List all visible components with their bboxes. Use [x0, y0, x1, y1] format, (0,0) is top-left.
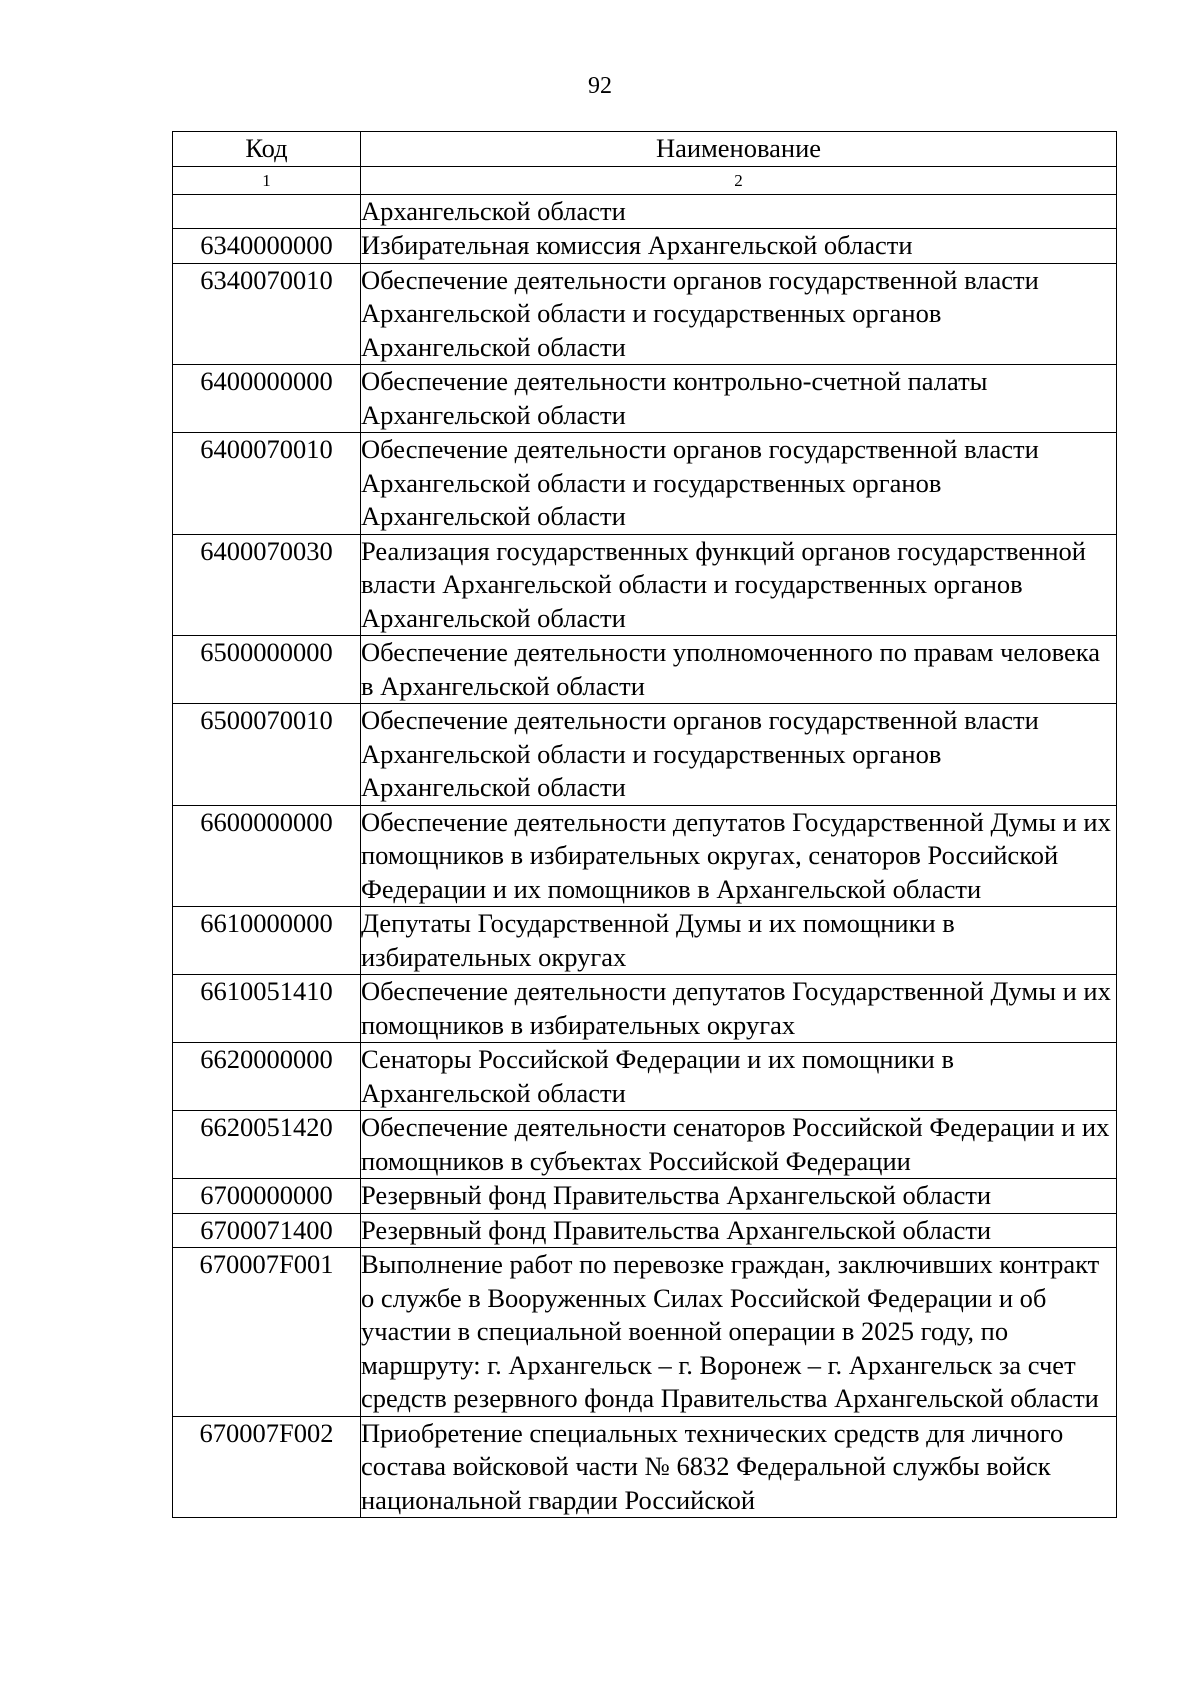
row-code: 670007F002	[173, 1416, 361, 1518]
table-row	[173, 194, 1117, 229]
header-name: Наименование	[361, 132, 1117, 167]
row-name: Реализация государственных функций органов государственной власти Архангельской области и государственных органов Архангельской области	[361, 534, 1117, 636]
row-name: Резервный фонд Правительства Архангельской области	[361, 1179, 1117, 1214]
row-name: Обеспечение деятельности контрольно-счетной палаты Архангельской области	[361, 365, 1117, 433]
row-name: Депутаты Государственной Думы и их помощники в избирательных округах	[361, 907, 1117, 975]
column-number-name: 2	[361, 166, 1117, 194]
row-code: 6400070030	[173, 534, 361, 636]
row-code: 6620051420	[173, 1111, 361, 1179]
row-code: 6500070010	[173, 704, 361, 806]
table-row	[173, 263, 1117, 365]
row-name: Обеспечение деятельности уполномоченного по правам человека в Архангельской области	[361, 636, 1117, 704]
table-header-row	[173, 132, 1117, 167]
table-row	[173, 1043, 1117, 1111]
row-name: Архангельской области	[361, 194, 1117, 229]
column-number-row	[173, 166, 1117, 194]
table-row	[173, 636, 1117, 704]
table-row	[173, 365, 1117, 433]
row-name: Резервный фонд Правительства Архангельской области	[361, 1213, 1117, 1248]
row-name: Обеспечение деятельности органов государственной власти Архангельской области и государственных органов Архангельской области	[361, 433, 1117, 535]
row-code: 6700071400	[173, 1213, 361, 1248]
row-name: Сенаторы Российской Федерации и их помощники в Архангельской области	[361, 1043, 1117, 1111]
row-code: 6340000000	[173, 229, 361, 264]
table-row	[173, 704, 1117, 806]
row-name: Обеспечение деятельности депутатов Государственной Думы и их помощников в избирательных округах, сенаторов Российской Федерации и их помощников в Архангельской области	[361, 805, 1117, 907]
row-name: Приобретение специальных технических средств для личного состава войсковой части № 6832 Федеральной службы войск национальной гвардии Российской	[361, 1416, 1117, 1518]
row-code: 6600000000	[173, 805, 361, 907]
row-code: 670007F001	[173, 1248, 361, 1417]
row-name: Обеспечение деятельности органов государственной власти Архангельской области и государственных органов Архангельской области	[361, 263, 1117, 365]
row-name: Обеспечение деятельности депутатов Государственной Думы и их помощников в избирательных округах	[361, 975, 1117, 1043]
table-row	[173, 1416, 1117, 1518]
row-code	[173, 194, 361, 229]
row-name: Обеспечение деятельности сенаторов Российской Федерации и их помощников в субъектах Российской Федерации	[361, 1111, 1117, 1179]
table-row	[173, 1111, 1117, 1179]
table-row	[173, 1248, 1117, 1417]
page-number: 92	[588, 73, 612, 99]
row-code: 6610000000	[173, 907, 361, 975]
table-row	[173, 1179, 1117, 1214]
row-code: 6620000000	[173, 1043, 361, 1111]
row-name: Избирательная комиссия Архангельской области	[361, 229, 1117, 264]
row-code: 6500000000	[173, 636, 361, 704]
table-row	[173, 975, 1117, 1043]
row-name: Обеспечение деятельности органов государственной власти Архангельской области и государственных органов Архангельской области	[361, 704, 1117, 806]
table-row	[173, 907, 1117, 975]
row-code: 6400070010	[173, 433, 361, 535]
row-code: 6340070010	[173, 263, 361, 365]
row-name: Выполнение работ по перевозке граждан, заключивших контракт о службе в Вооруженных Силах Российской Федерации и об участии в специальной военной операции в 2025 году, по маршруту: г. Архангельск – г. Воронеж – г. Архангельск за счет средств резервного фонда Правительства Архангельской области	[361, 1248, 1117, 1417]
row-code: 6400000000	[173, 365, 361, 433]
table-row	[173, 1213, 1117, 1248]
row-code: 6610051410	[173, 975, 361, 1043]
budget-code-table	[172, 131, 1117, 1518]
table-row	[173, 534, 1117, 636]
header-code: Код	[173, 132, 361, 167]
column-number-code: 1	[173, 166, 361, 194]
table-row	[173, 229, 1117, 264]
table-row	[173, 805, 1117, 907]
row-code: 6700000000	[173, 1179, 361, 1214]
table-row	[173, 433, 1117, 535]
